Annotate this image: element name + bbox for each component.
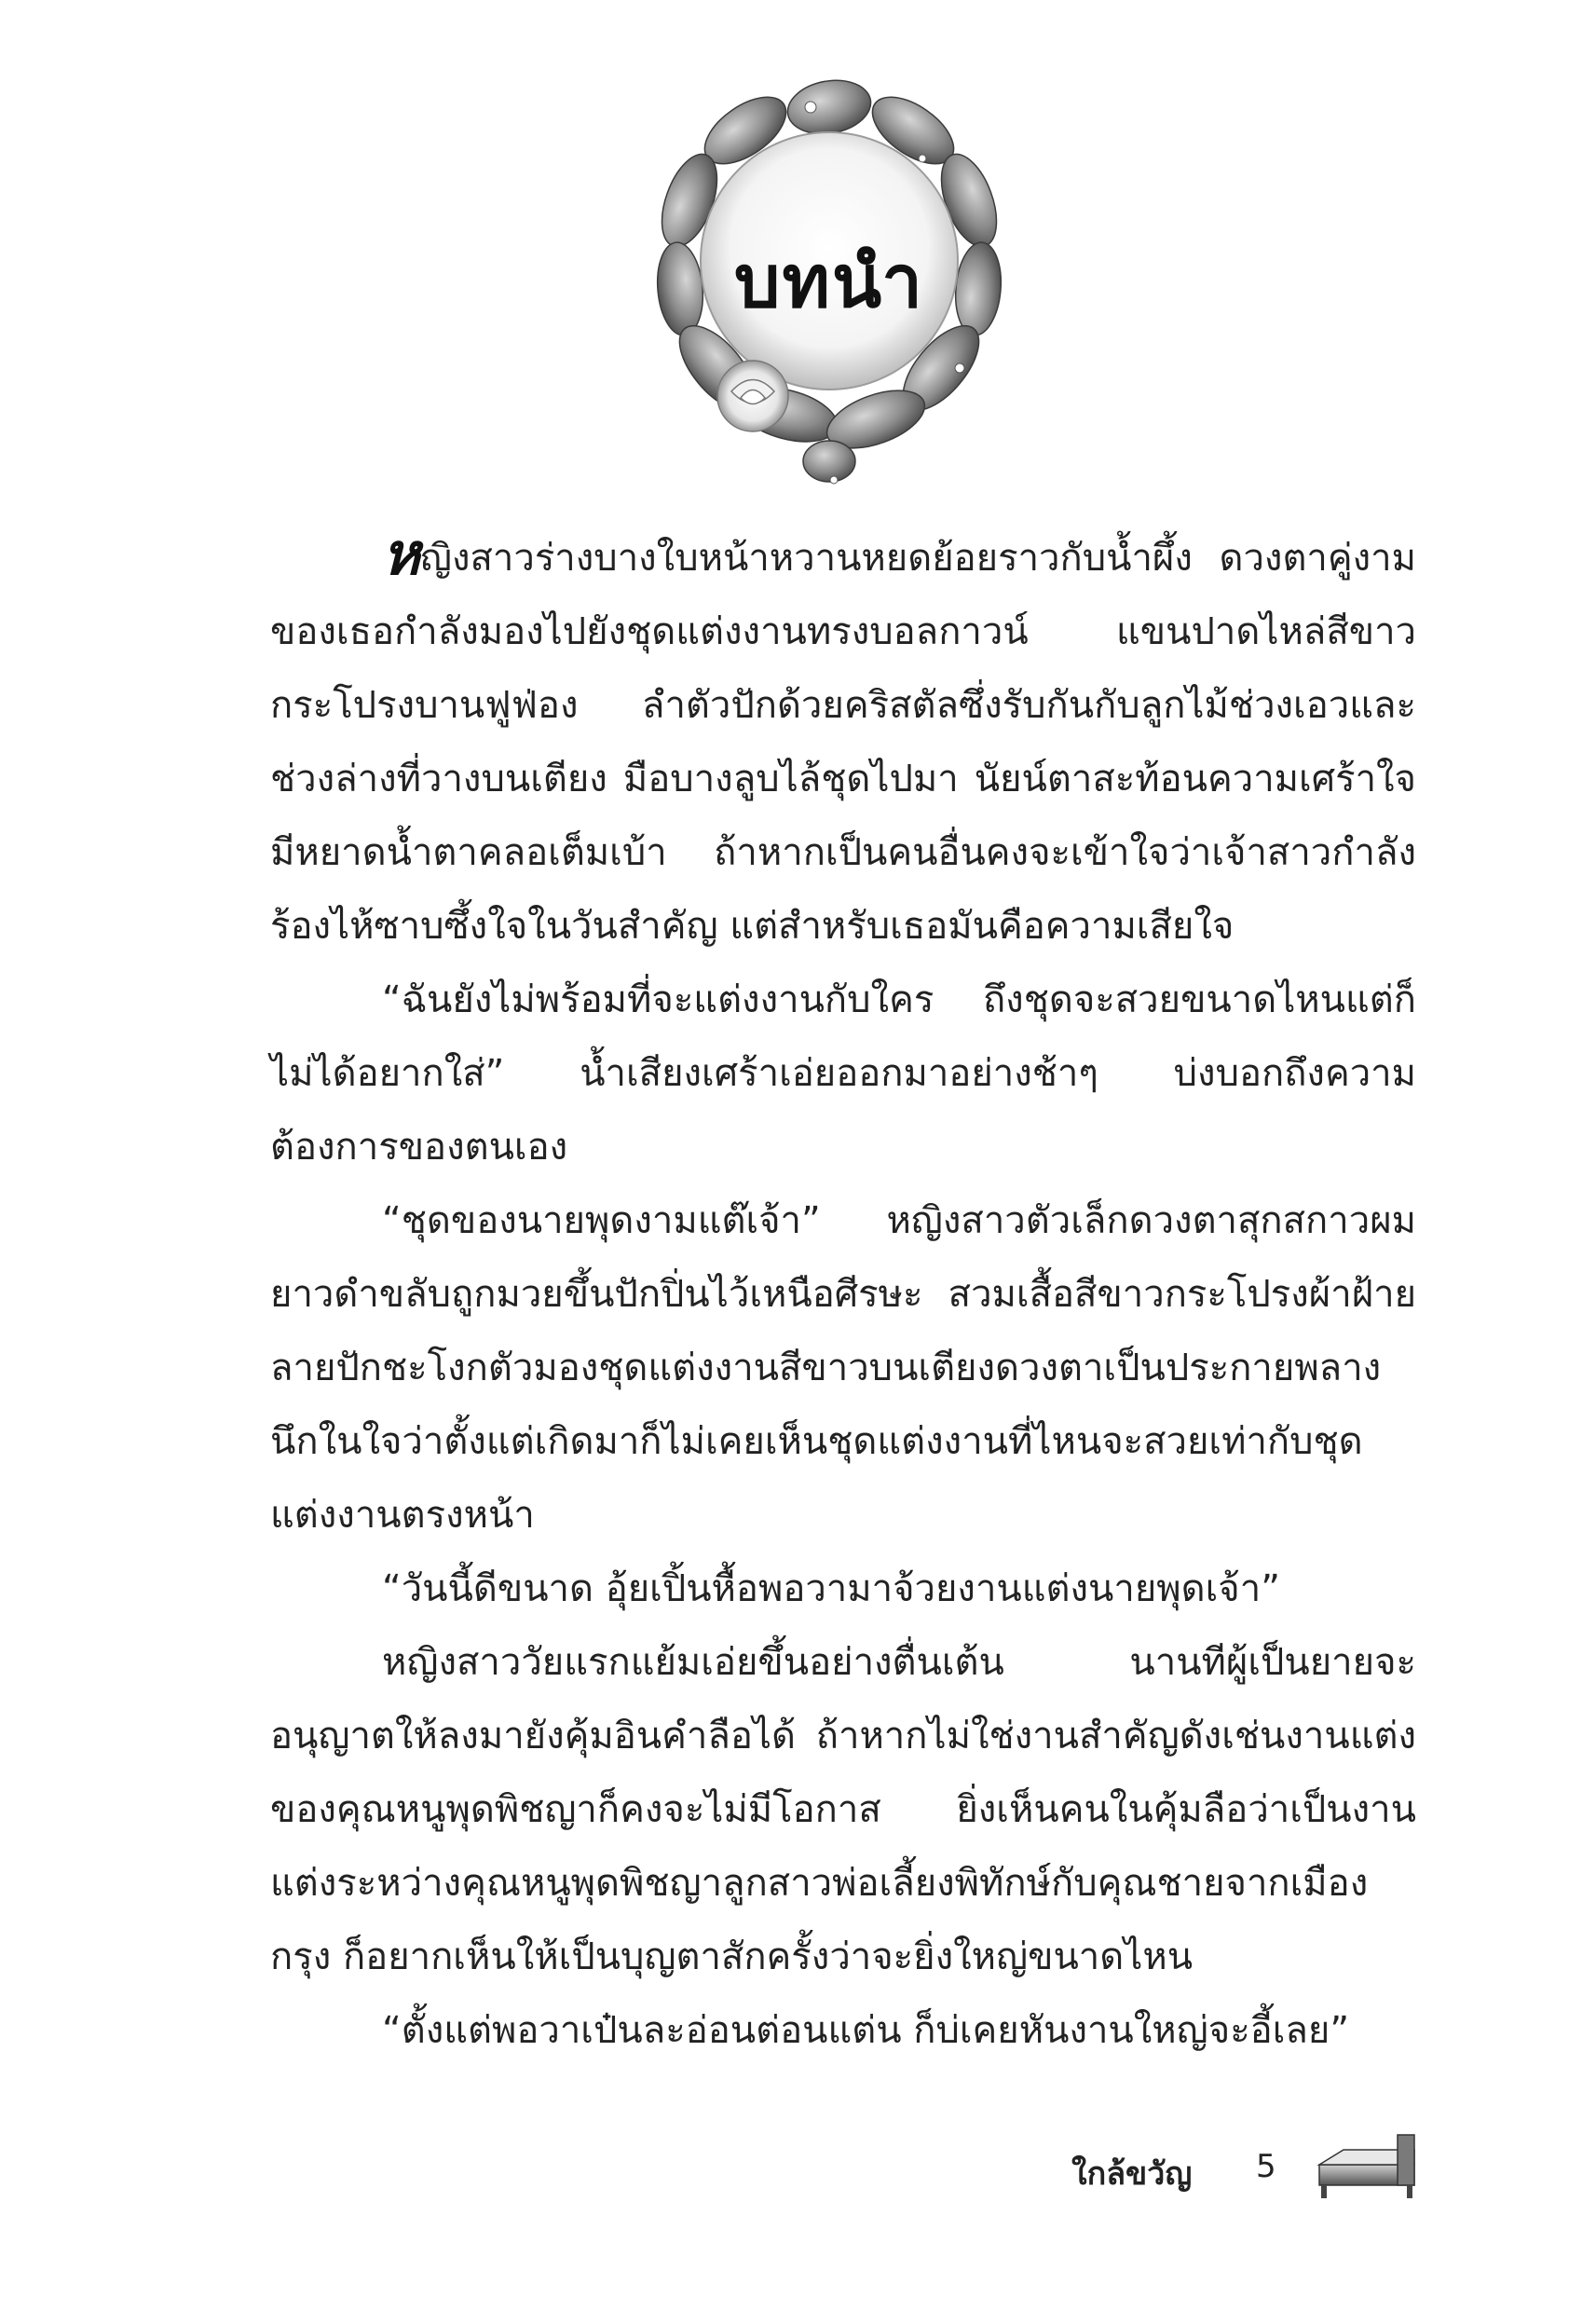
bed-icon — [1316, 2129, 1418, 2204]
page-footer — [1071, 2129, 1444, 2213]
paragraph: “ชุดของนายพุดงามแต๊เจ้า” หญิงสาวตัวเล็กดวงตาสุกสกาวผมยาวดำขลับถูกมวยขึ้นปักปิ่นไว้เหนือศีรษะ สวมเสื้อสีขาวกระโปรงผ้าฝ้ายลายปักชะโงกตัวมองชุดแต่งงานสีขาวบนเตียงดวงตาเป็นประกายพลางนึกในใจว่าตั้งแต่เกิดมาก็ไม่เคยเห็นชุดแต่งงานที่ไหนจะสวยเท่ากับชุดแต่งงานตรงหน้า — [270, 1199, 1416, 1537]
paragraph: “ตั้งแต่พอวาเป๋นละอ่อนต่อนแต่น ก็บ่เคยหันงานใหญ่จะอี้เลย” — [382, 2009, 1350, 2052]
paragraph: “วันนี้ดีขนาด อุ้ยเปิ้นหื้อพอวามาจ้วยงานแต่งนายพุดเจ้า” — [382, 1567, 1280, 1610]
paragraph: หญิงสาววัยแรกแย้มเอ่ยขึ้นอย่างตื่นเต้น นานทีผู้เป็นยายจะอนุญาตให้ลงมายังคุ้มอินคำลือได้ ถ้าหากไม่ใช่งานสำคัญดังเช่นงานแต่งของคุณหนูพุดพิชญาก็คงจะไม่มีโอกาส ยิ่งเห็นคนในคุ้มลือว่าเป็นงานแต่งระหว่างคุณหนูพุดพิชญาลูกสาวพ่อเลี้ยงพิทักษ์กับคุณชายจากเมืองกรุง ก็อยากเห็นให้เป็นบุญตาสักครั้งว่าจะยิ่งใหญ่ขนาดไหน — [270, 1641, 1416, 1978]
drop-cap: ห — [382, 520, 420, 588]
running-title: ใกล้ขวัญ — [1071, 2155, 1193, 2193]
body-text — [270, 517, 1416, 2068]
page-number: 5 — [1256, 2148, 1276, 2185]
paragraph-text: ญิงสาวร่างบางใบหน้าหวานหยดย้อยราวกับน้ำผึ้ง ดวงตาคู่งามของเธอกำลังมองไปยังชุดแต่งงานทรงบอลกาวน์ แขนปาดไหล่สีขาว กระโปรงบานฟูฟ่อง ลำตัวปักด้วยคริสตัลซึ่งรับกันกับลูกไม้ช่วงเอวและช่วงล่างที่วางบนเตียง มือบางลูบไล้ชุดไปมา นัยน์ตาสะท้อนความเศร้าใจมีหยาดน้ำตาคลอเต็มเบ้า ถ้าหากเป็นคนอื่นคงจะเข้าใจว่าเจ้าสาวกำลังร้องไห้ซาบซึ้งใจในวันสำคัญ แต่สำหรับเธอมันคือความเสียใจ — [270, 537, 1416, 948]
chapter-title: บทนำ — [733, 240, 925, 324]
chapter-emblem — [643, 70, 1016, 494]
paragraph: “ฉันยังไม่พร้อมที่จะแต่งงานกับใคร ถึงชุดจะสวยขนาดไหนแต่ก็ไม่ได้อยากใส่” น้ำเสียงเศร้าเอ่ยออกมาอย่างช้าๆ บ่งบอกถึงความต้องการของตนเอง — [270, 978, 1416, 1169]
paragraph — [270, 517, 1416, 964]
